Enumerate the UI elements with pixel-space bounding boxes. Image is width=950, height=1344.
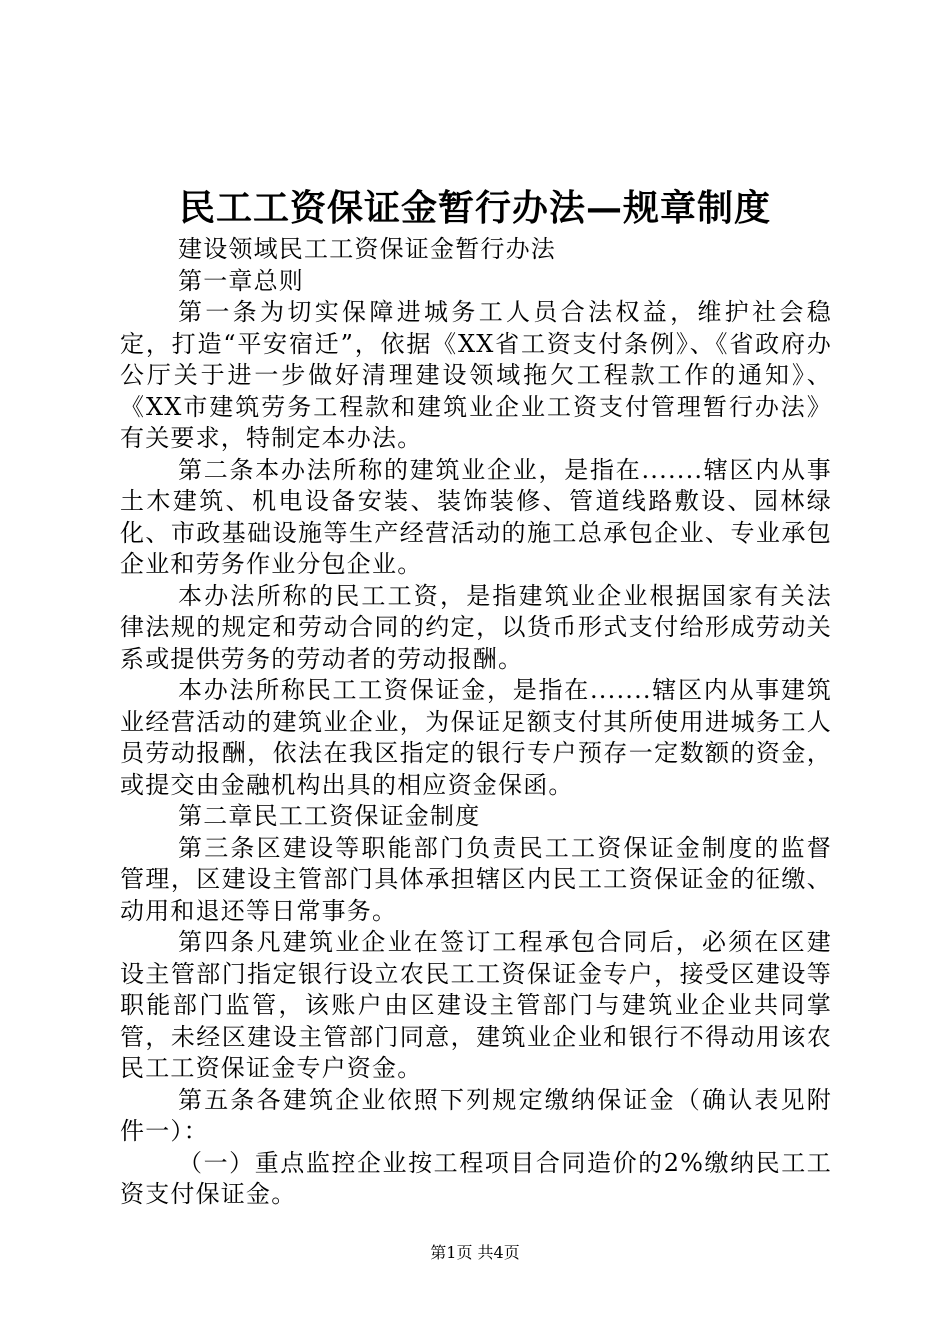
paragraph-subtitle: 建设领域民工工资保证金暂行办法: [178, 235, 556, 263]
document-body: [120, 234, 832, 1211]
paragraph-article-1: 第一条为切实保障进城务工人员合法权益，维护社会稳定，打造“平安宿迁”，依据《XX省工资支付条例》、《省政府办公厅关于进一步做好清理建设领域拖欠工程款工作的通知》、《XX市建筑劳务工程款和建筑业企业工资支付管理暂行办法》有关要求，特制定本办法。: [120, 298, 832, 452]
paragraph-chapter-1: 第一章总则: [178, 266, 304, 295]
paragraph-definition-deposit: 本办法所称民工工资保证金，是指在.......辖区内从事建筑业经营活动的建筑业企业，为保证足额支付其所使用进城务工人员劳动报酬，依法在我区指定的银行专户预存一定数额的资金，或提交由金融机构出具的相应资金保函。: [120, 676, 832, 799]
paragraph-definition-wages: 本办法所称的民工工资，是指建筑业企业根据国家有关法律法规的规定和劳动合同的约定，以货币形式支付给形成劳动关系或提供劳务的劳动者的劳动报酬。: [120, 581, 832, 673]
page-number: 第1页 共4页: [430, 1243, 520, 1262]
paragraph-item-1: （一）重点监控企业按工程项目合同造价的2%缴纳民工工资支付保证金。: [120, 1148, 832, 1208]
document-title: 民工工资保证金暂行办法—规章制度: [178, 187, 771, 229]
paragraph-article-5: 第五条各建筑企业依照下列规定缴纳保证金（确认表见附件一）：: [120, 1085, 832, 1145]
paragraph-article-2: 第二条本办法所称的建筑业企业，是指在.......辖区内从事土木建筑、机电设备安装、装饰装修、管道线路敷设、园林绿化、市政基础设施等生产经营活动的施工总承包企业、专业承包企业和劳务作业分包企业。: [120, 455, 832, 578]
paragraph-chapter-2: 第二章民工工资保证金制度: [178, 802, 481, 830]
paragraph-article-3: 第三条区建设等职能部门负责民工工资保证金制度的监督管理，区建设主管部门具体承担辖区内民工工资保证金的征缴、动用和退还等日常事务。: [120, 833, 832, 925]
paragraph-article-4: 第四条凡建筑业企业在签订工程承包合同后，必须在区建设主管部门指定银行设立农民工工资保证金专户，接受区建设等职能部门监管，该账户由区建设主管部门与建筑业企业共同掌管，未经区建设主管部门同意，建筑业企业和银行不得动用该农民工工资保证金专户资金。: [120, 928, 832, 1082]
